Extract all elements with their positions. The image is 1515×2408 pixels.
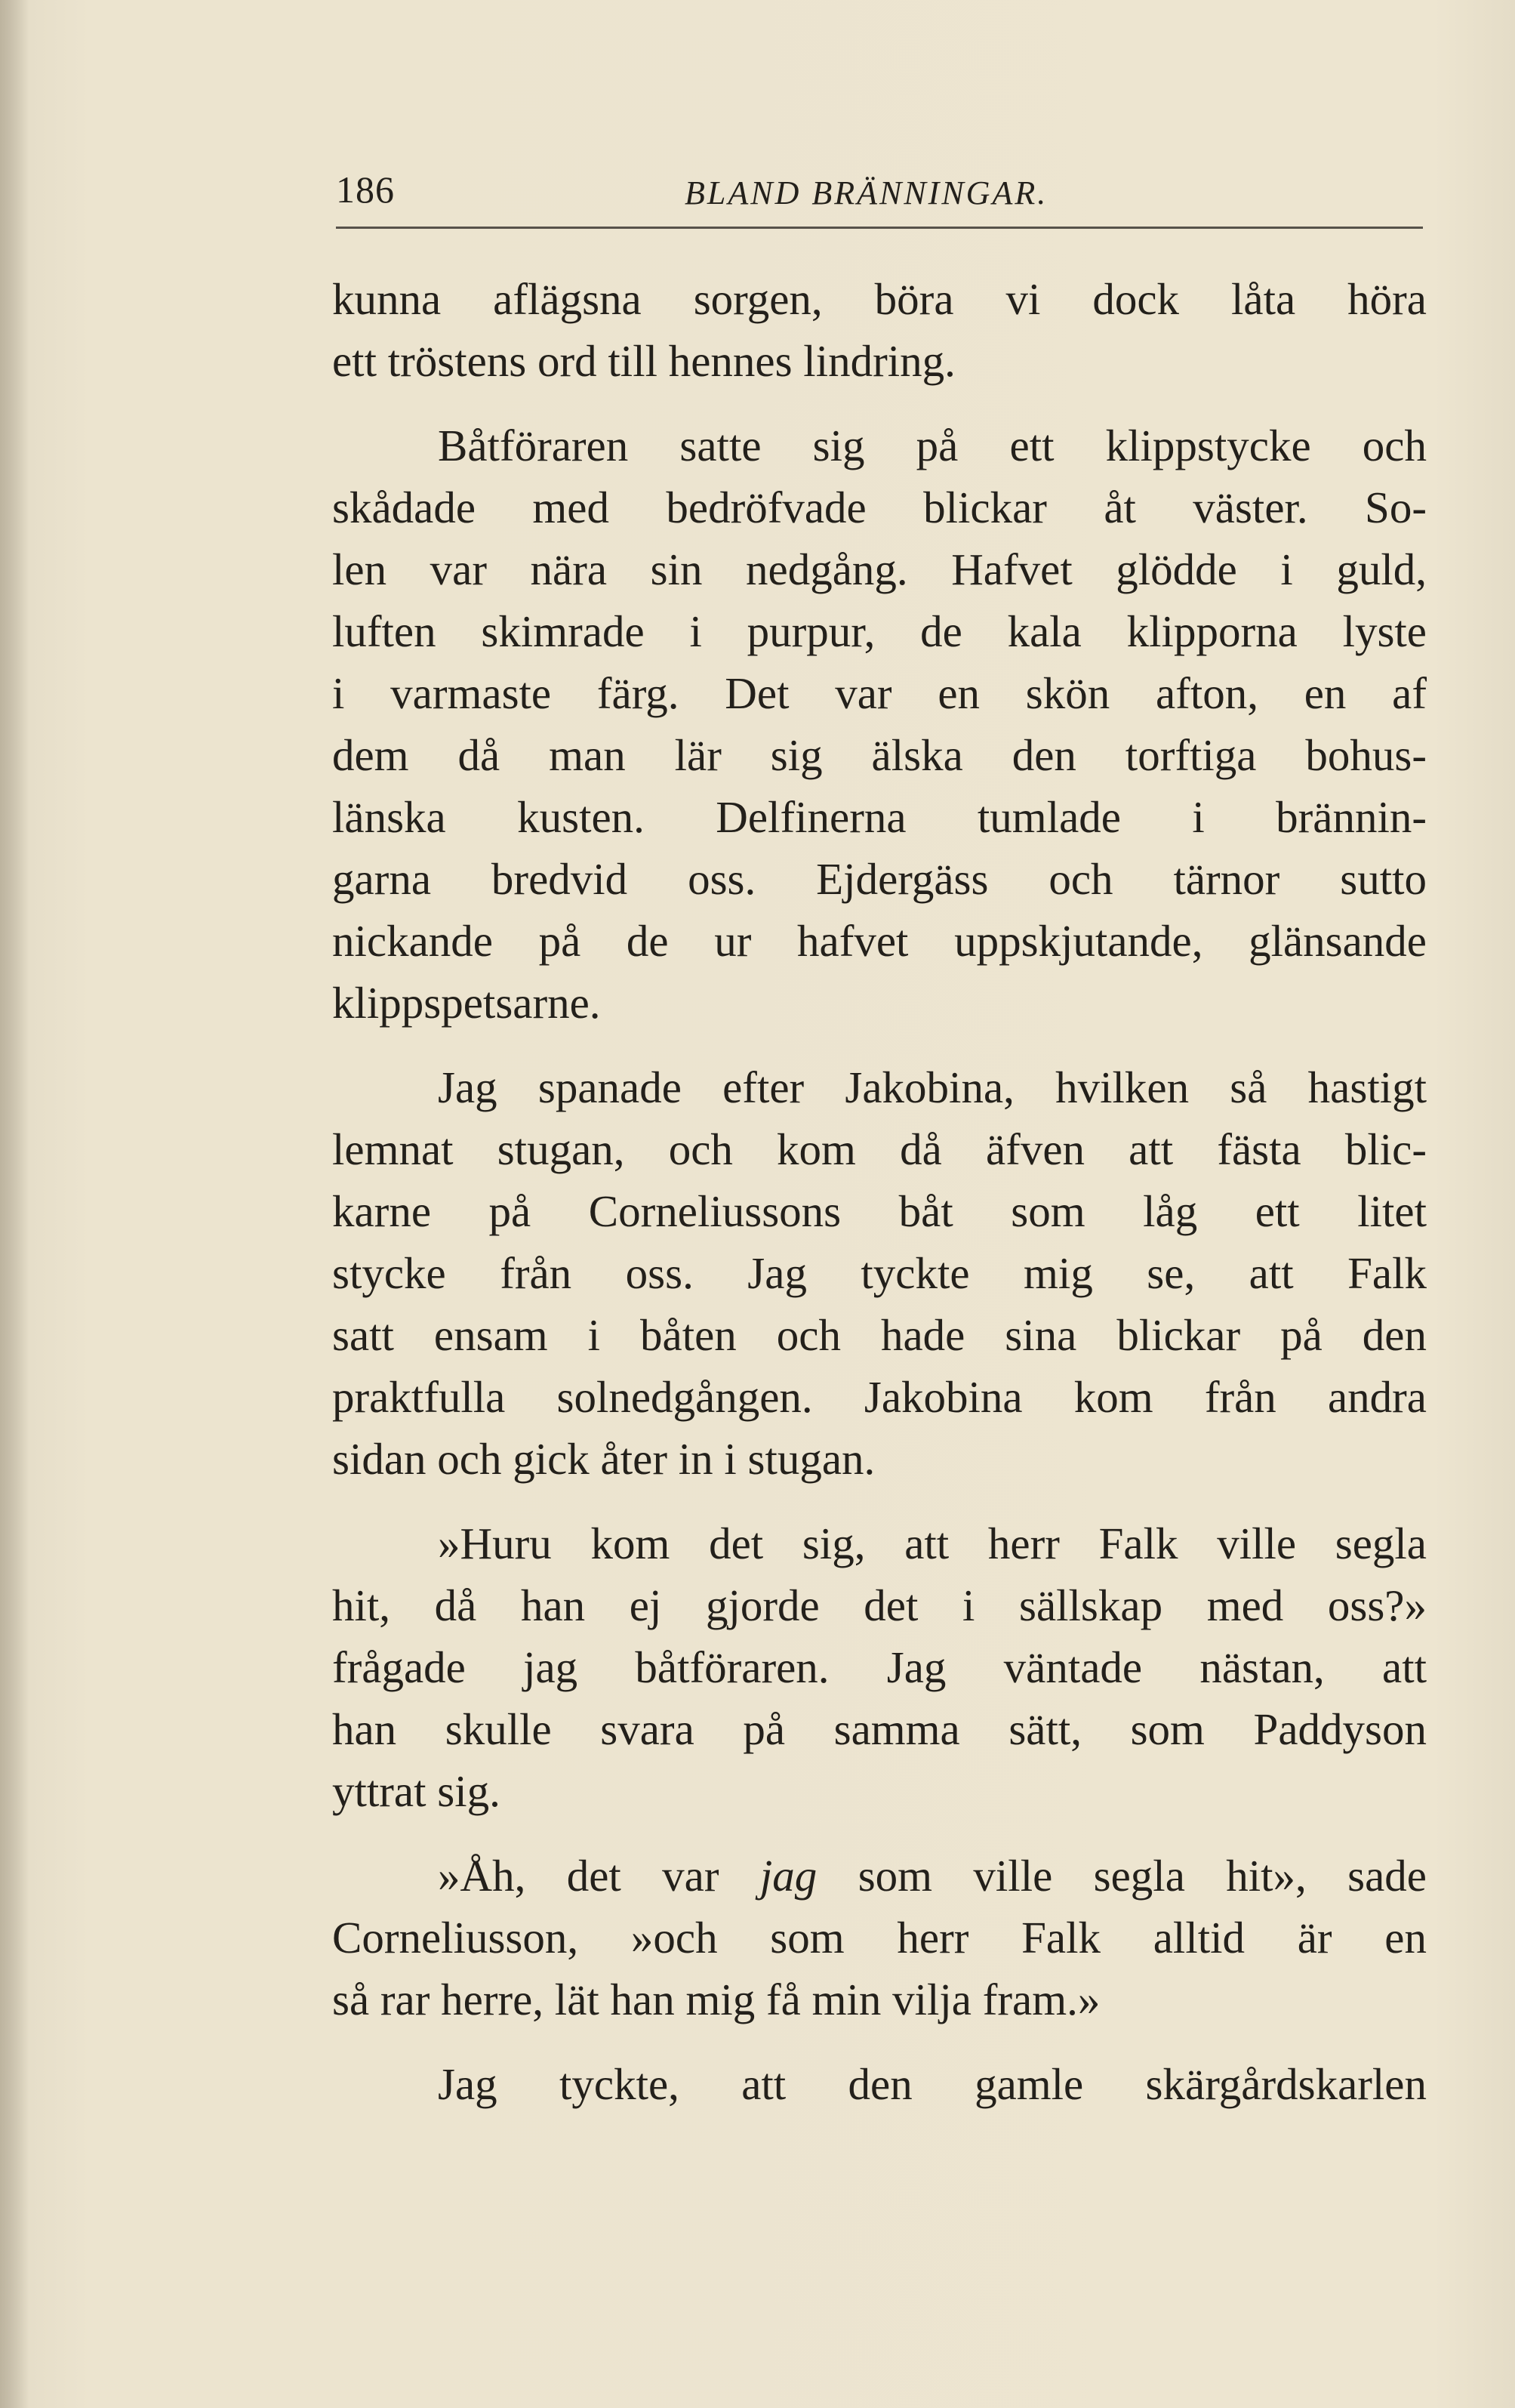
- running-title: BLAND BRÄNNINGAR.: [685, 174, 1048, 211]
- text-line: yttrat sig.: [332, 1766, 500, 1816]
- text-line: karne på Corneliussons båt som låg ett litet: [332, 1186, 1427, 1236]
- text-line: »Åh, det var jag som ville segla hit», sade: [438, 1851, 1427, 1901]
- text-line: nickande på de ur hafvet uppskjutande, glänsande: [332, 916, 1427, 966]
- running-head: [336, 168, 1423, 228]
- paragraph: [332, 1845, 1427, 2030]
- text-line: len var nära sin nedgång. Hafvet glödde i guld,: [332, 544, 1427, 594]
- text-line: sidan och gick åter in i stugan.: [332, 1434, 876, 1484]
- text-line: så rar herre, lät han mig få min vilja fram.»: [332, 1975, 1101, 2024]
- text-line: luften skimrade i purpur, de kala klipporna lyste: [332, 606, 1427, 656]
- text-line: Corneliusson, »och som herr Falk alltid är en: [332, 1913, 1427, 1962]
- text-line: dem då man lär sig älska den torftiga bohus-: [332, 730, 1427, 780]
- text-line: ett tröstens ord till hennes lindring.: [332, 336, 956, 386]
- header-rule: [336, 227, 1423, 229]
- paragraph: [332, 415, 1427, 1034]
- body-text: [332, 268, 1427, 2115]
- text-line: stycke från oss. Jag tyckte mig se, att Falk: [332, 1248, 1427, 1298]
- paragraph: [332, 1512, 1427, 1822]
- text-line: han skulle svara på samma sätt, som Paddyson: [332, 1704, 1427, 1754]
- text-line: länska kusten. Delfinerna tumlade i brännin-: [332, 792, 1427, 842]
- page-number: 186: [336, 168, 395, 211]
- paragraph: [332, 2053, 1427, 2115]
- text-line: garna bredvid oss. Ejdergäss och tärnor sutto: [332, 854, 1427, 904]
- text-line: satt ensam i båten och hade sina blickar på den: [332, 1310, 1427, 1360]
- text-line: kunna aflägsna sorgen, böra vi dock låta höra: [332, 274, 1427, 324]
- text-line: Jag spanade efter Jakobina, hvilken så hastigt: [438, 1062, 1427, 1112]
- text-line: Jag tyckte, att den gamle skärgårdskarlen: [438, 2059, 1427, 2109]
- text-line: klippspetsarne.: [332, 978, 601, 1028]
- text-line: i varmaste färg. Det var en skön afton, en af: [332, 668, 1427, 718]
- text-line: praktfulla solnedgången. Jakobina kom från andra: [332, 1372, 1427, 1422]
- paragraph: [332, 268, 1427, 392]
- paragraph: [332, 1056, 1427, 1490]
- text-line: Båtföraren satte sig på ett klippstycke och: [438, 421, 1427, 470]
- emphasized-word: jag: [759, 1851, 818, 1901]
- text-line: hit, då han ej gjorde det i sällskap med oss?»: [332, 1580, 1427, 1630]
- text-line: skådade med bedröfvade blickar åt väster. So-: [332, 483, 1427, 532]
- page-binding-shadow: [0, 0, 29, 2408]
- text-line: »Huru kom det sig, att herr Falk ville segla: [438, 1518, 1427, 1568]
- text-line: frågade jag båtföraren. Jag väntade nästan, att: [332, 1642, 1427, 1692]
- text-line: lemnat stugan, och kom då äfven att fästa blic-: [332, 1124, 1427, 1174]
